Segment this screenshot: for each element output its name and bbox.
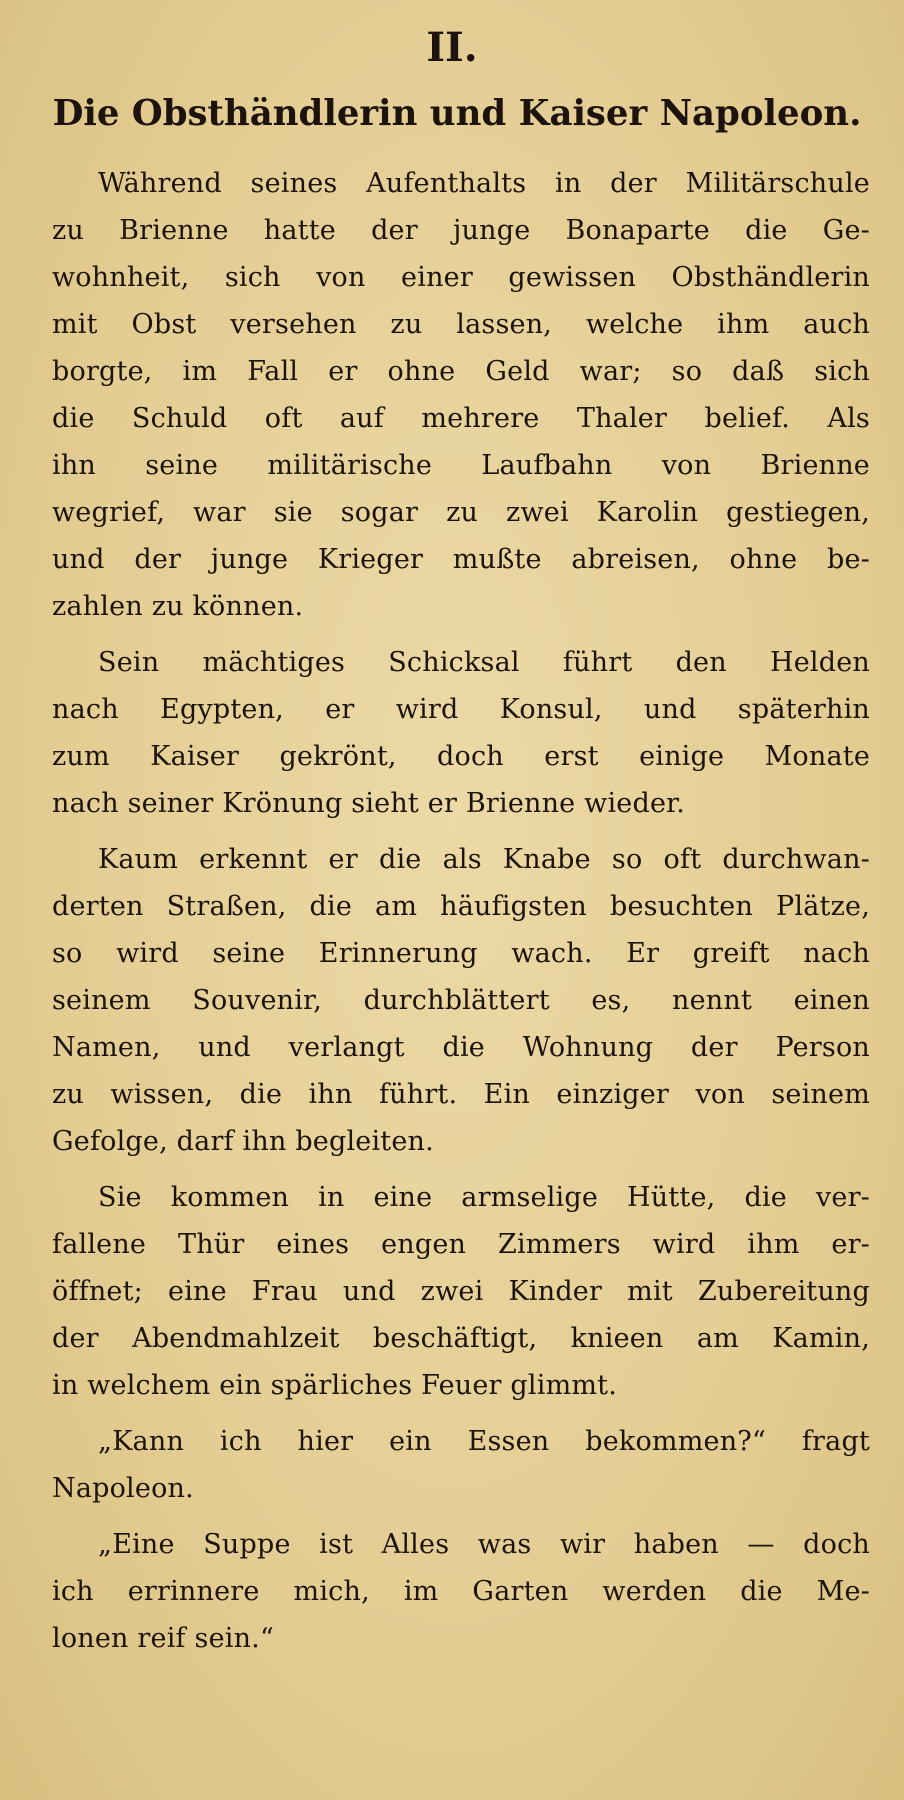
text-line: Sein mächtiges Schicksal führt den Helden bbox=[98, 647, 870, 678]
text-line: Namen, und verlangt die Wohnung der Person bbox=[52, 1032, 870, 1063]
text-line: zu wissen, die ihn führt. Ein einziger von seinem bbox=[52, 1079, 870, 1110]
text-line: Kaum erkennt er die als Knabe so oft durchwan- bbox=[98, 844, 870, 875]
text-line: wohnheit, sich von einer gewissen Obsthändlerin bbox=[52, 262, 870, 293]
text-line: borgte, im Fall er ohne Geld war; so daß sich bbox=[52, 356, 870, 387]
text-line: Während seines Aufenthalts in der Militärschule bbox=[98, 168, 870, 199]
text-line: so wird seine Erinnerung wach. Er greift nach bbox=[52, 938, 870, 969]
text-line: der Abendmahlzeit beschäftigt, knieen am Kamin, bbox=[52, 1323, 870, 1354]
text-line: „Eine Suppe ist Alles was wir haben — doch bbox=[98, 1529, 870, 1560]
chapter-title: Die Obsthändlerin und Kaiser Napoleon. bbox=[52, 93, 862, 134]
paragraph bbox=[52, 836, 870, 1165]
text-line: fallene Thür eines engen Zimmers wird ihm er- bbox=[52, 1229, 870, 1260]
paragraph bbox=[52, 1418, 870, 1512]
text-line: lonen reif sein.“ bbox=[52, 1623, 274, 1654]
text-line: öffnet; eine Frau und zwei Kinder mit Zubereitung bbox=[52, 1276, 870, 1307]
paragraph bbox=[52, 160, 870, 630]
text-line: Napoleon. bbox=[52, 1473, 194, 1504]
text-line: Gefolge, darf ihn begleiten. bbox=[52, 1126, 434, 1157]
text-line: „Kann ich hier ein Essen bekommen?“ fragt bbox=[98, 1426, 870, 1457]
text-line: in welchem ein spärliches Feuer glimmt. bbox=[52, 1370, 618, 1401]
text-line: seinem Souvenir, durchblättert es, nennt einen bbox=[52, 985, 870, 1016]
text-line: die Schuld oft auf mehrere Thaler belief. Als bbox=[52, 403, 870, 434]
text-line: wegrief, war sie sogar zu zwei Karolin gestiegen, bbox=[52, 497, 870, 528]
text-line: Sie kommen in eine armselige Hütte, die ver- bbox=[98, 1182, 870, 1213]
text-line: und der junge Krieger mußte abreisen, ohne be- bbox=[52, 544, 870, 575]
text-line: ihn seine militärische Laufbahn von Brienne bbox=[52, 450, 870, 481]
text-line: ich errinnere mich, im Garten werden die Me- bbox=[52, 1576, 870, 1607]
text-line: nach Egypten, er wird Konsul, und späterhin bbox=[52, 694, 870, 725]
text-line: derten Straßen, die am häufigsten besuchten Plätze, bbox=[52, 891, 870, 922]
chapter-numeral: II. bbox=[426, 24, 478, 71]
paragraph bbox=[52, 639, 870, 827]
text-line: zu Brienne hatte der junge Bonaparte die Ge- bbox=[52, 215, 870, 246]
chapter-body bbox=[52, 160, 870, 1662]
paragraph bbox=[52, 1174, 870, 1409]
text-line: zum Kaiser gekrönt, doch erst einige Monate bbox=[52, 741, 870, 772]
text-line: nach seiner Krönung sieht er Brienne wieder. bbox=[52, 788, 686, 819]
text-line: mit Obst versehen zu lassen, welche ihm auch bbox=[52, 309, 870, 340]
paragraph bbox=[52, 1521, 870, 1662]
text-line: zahlen zu können. bbox=[52, 591, 304, 622]
